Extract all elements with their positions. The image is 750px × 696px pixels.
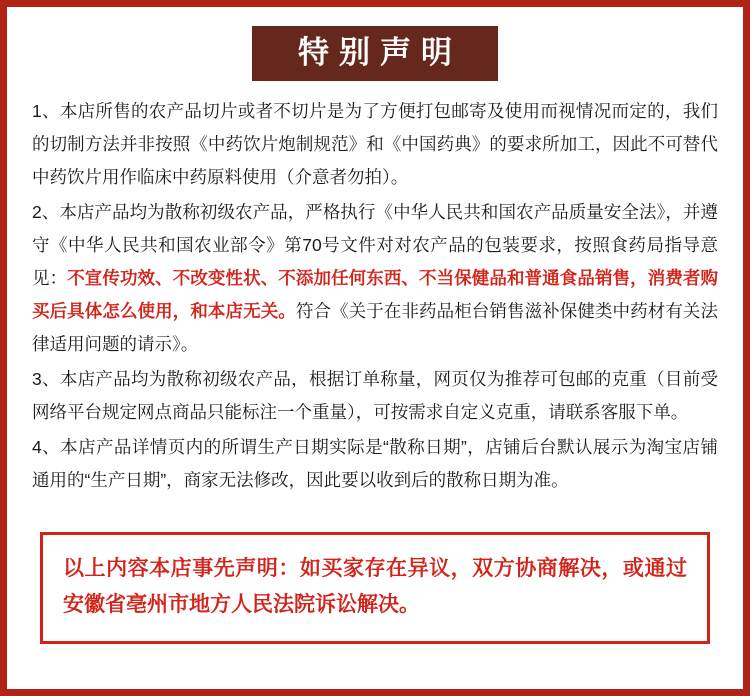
- paragraph-1: [32, 95, 718, 194]
- paragraph-4: [32, 431, 718, 497]
- announcement-body: [14, 81, 736, 497]
- announcement-inner: [14, 14, 736, 682]
- page-title: 特别声明: [252, 26, 498, 81]
- paragraph-3: [32, 363, 718, 429]
- footer-notice-box: [40, 532, 710, 644]
- paragraph-2-text-part2: 符合《关于在非药品柜台销售滋补保健类中药材有关法律适用问题的请示》。: [32, 301, 719, 354]
- paragraph-2-highlight: 不宣传功效、不改变性状、不添加任何东西、不当保健品和普通食品销售，消费者购买后具体怎么使用，和本店无关。: [32, 268, 719, 321]
- footer-notice-text: 以上内容本店事先声明：如买家存在异议，双方协商解决，或通过安徽省亳州市地方人民法院诉讼解决。: [63, 557, 687, 616]
- paragraph-2: [32, 196, 718, 361]
- title-container: [14, 14, 736, 81]
- paragraph-3-text: 3、本店产品均为散称初级农产品，根据订单称量，网页仅为推荐可包邮的克重（目前受网络平台规定网点商品只能标注一个重量），可按需求自定义克重，请联系客服下单。: [32, 369, 718, 422]
- paragraph-2-text-part1: 2、本店产品均为散称初级农产品，严格执行《中华人民共和国农产品质量安全法》，并遵守《中华人民共和国农业部令》第70号文件对对农产品的包装要求，按照食药局指导意见：: [32, 202, 718, 288]
- paragraph-1-text: 1、本店所售的农产品切片或者不切片是为了方便打包邮寄及使用而视情况而定的，我们的切制方法并非按照《中药饮片炮制规范》和《中国药典》的要求所加工，因此不可替代中药饮片用作临床中药原料使用（介意者勿拍）。: [32, 101, 718, 187]
- paragraph-4-text: 4、本店产品详情页内的所谓生产日期实际是“散称日期”，店铺后台默认展示为淘宝店铺通用的“生产日期”，商家无法修改，因此要以收到后的散称日期为准。: [32, 437, 718, 490]
